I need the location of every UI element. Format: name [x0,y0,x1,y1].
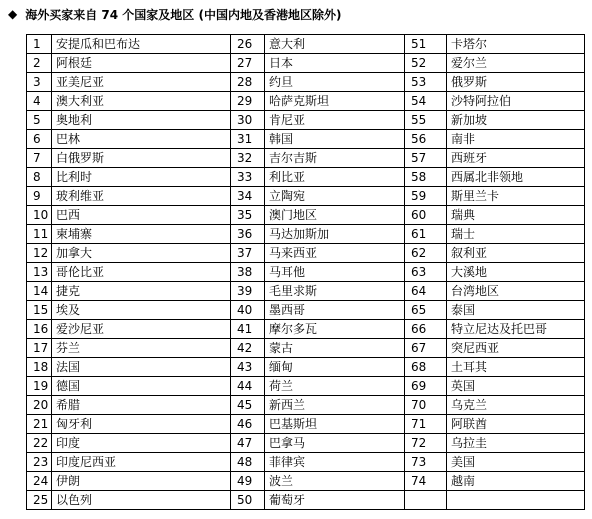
country-number: 62 [405,244,447,263]
country-name: 瑞士 [447,225,585,244]
country-name: 俄罗斯 [447,73,585,92]
table-row [27,377,585,396]
country-name: 摩尔多瓦 [265,320,405,339]
country-name: 阿根廷 [52,54,231,73]
country-number: 69 [405,377,447,396]
country-number: 42 [231,339,265,358]
country-name: 马达加斯加 [265,225,405,244]
country-number: 24 [27,472,52,491]
country-name: 哈萨克斯坦 [265,92,405,111]
table-row [27,282,585,301]
country-number: 20 [27,396,52,415]
table-row [27,434,585,453]
country-number: 74 [405,472,447,491]
country-name: 印度尼西亚 [52,453,231,472]
country-name: 越南 [447,472,585,491]
country-name: 爱沙尼亚 [52,320,231,339]
country-name: 德国 [52,377,231,396]
country-number: 5 [27,111,52,130]
country-name: 南非 [447,130,585,149]
country-number: 38 [231,263,265,282]
country-table [26,34,585,510]
country-number: 27 [231,54,265,73]
country-name: 乌克兰 [447,396,585,415]
country-name: 叙利亚 [447,244,585,263]
country-number: 67 [405,339,447,358]
country-name: 吉尔吉斯 [265,149,405,168]
country-number: 68 [405,358,447,377]
country-number: 3 [27,73,52,92]
country-name: 波兰 [265,472,405,491]
country-name: 玻利维亚 [52,187,231,206]
table-row [27,415,585,434]
country-number: 72 [405,434,447,453]
table-row [27,396,585,415]
country-name: 捷克 [52,282,231,301]
country-number: 44 [231,377,265,396]
country-number: 36 [231,225,265,244]
country-name: 西班牙 [447,149,585,168]
country-number: 28 [231,73,265,92]
country-name: 新加坡 [447,111,585,130]
country-name: 土耳其 [447,358,585,377]
country-number: 22 [27,434,52,453]
country-number: 65 [405,301,447,320]
table-row [27,130,585,149]
table-row [27,92,585,111]
country-name: 沙特阿拉伯 [447,92,585,111]
country-name: 亚美尼亚 [52,73,231,92]
country-number: 12 [27,244,52,263]
table-row [27,491,585,510]
country-name: 爱尔兰 [447,54,585,73]
country-name: 以色列 [52,491,231,510]
heading-text: 海外买家来自 74 个国家及地区 (中国内地及香港地区除外) [25,7,342,22]
country-name: 马耳他 [265,263,405,282]
country-number: 16 [27,320,52,339]
table-row [27,472,585,491]
country-number: 54 [405,92,447,111]
country-number: 10 [27,206,52,225]
country-number: 60 [405,206,447,225]
country-number: 39 [231,282,265,301]
country-number: 52 [405,54,447,73]
country-number: 58 [405,168,447,187]
country-number: 29 [231,92,265,111]
country-name: 卡塔尔 [447,35,585,54]
diamond-bullet-icon: ◆ [8,7,18,21]
country-name: 奥地利 [52,111,231,130]
country-number: 73 [405,453,447,472]
country-name: 巴林 [52,130,231,149]
country-number: 47 [231,434,265,453]
country-number: 25 [27,491,52,510]
country-number: 70 [405,396,447,415]
country-name: 台湾地区 [447,282,585,301]
country-name: 澳大利亚 [52,92,231,111]
country-name: 葡萄牙 [265,491,405,510]
table-row [27,301,585,320]
table-row [27,263,585,282]
country-name: 匈牙利 [52,415,231,434]
country-number: 32 [231,149,265,168]
country-number: 41 [231,320,265,339]
country-name: 巴西 [52,206,231,225]
country-name: 巴拿马 [265,434,405,453]
country-number: 45 [231,396,265,415]
country-number: 55 [405,111,447,130]
country-name: 法国 [52,358,231,377]
country-number: 19 [27,377,52,396]
country-name: 安提瓜和巴布达 [52,35,231,54]
country-name: 大溪地 [447,263,585,282]
country-number: 33 [231,168,265,187]
table-row [27,358,585,377]
country-number: 40 [231,301,265,320]
country-number: 26 [231,35,265,54]
country-name: 立陶宛 [265,187,405,206]
country-name: 希腊 [52,396,231,415]
country-number: 49 [231,472,265,491]
table-row [27,206,585,225]
country-name: 利比亚 [265,168,405,187]
table-row [27,35,585,54]
country-number: 37 [231,244,265,263]
country-name: 伊朗 [52,472,231,491]
country-name: 泰国 [447,301,585,320]
country-number: 59 [405,187,447,206]
country-name: 芬兰 [52,339,231,358]
country-name: 缅甸 [265,358,405,377]
country-name: 埃及 [52,301,231,320]
country-name: 约旦 [265,73,405,92]
country-number: 6 [27,130,52,149]
empty-cell [405,491,447,510]
country-name: 英国 [447,377,585,396]
country-number: 18 [27,358,52,377]
country-number: 9 [27,187,52,206]
country-number: 7 [27,149,52,168]
country-name: 美国 [447,453,585,472]
country-name: 印度 [52,434,231,453]
country-number: 2 [27,54,52,73]
country-name: 马来西亚 [265,244,405,263]
country-name: 日本 [265,54,405,73]
country-number: 64 [405,282,447,301]
country-number: 31 [231,130,265,149]
country-number: 30 [231,111,265,130]
country-name: 加拿大 [52,244,231,263]
country-name: 韩国 [265,130,405,149]
country-number: 15 [27,301,52,320]
country-number: 17 [27,339,52,358]
country-number: 46 [231,415,265,434]
country-number: 8 [27,168,52,187]
country-name: 比利时 [52,168,231,187]
country-number: 53 [405,73,447,92]
country-number: 21 [27,415,52,434]
country-name: 阿联酋 [447,415,585,434]
country-name: 荷兰 [265,377,405,396]
table-row [27,453,585,472]
country-name: 蒙古 [265,339,405,358]
country-name: 特立尼达及托巴哥 [447,320,585,339]
country-name: 墨西哥 [265,301,405,320]
table-row [27,320,585,339]
country-name: 西属北非领地 [447,168,585,187]
country-number: 1 [27,35,52,54]
page-heading [8,4,341,24]
country-number: 35 [231,206,265,225]
country-number: 57 [405,149,447,168]
country-number: 43 [231,358,265,377]
country-number: 61 [405,225,447,244]
table-row [27,73,585,92]
country-table-body [27,35,585,510]
table-row [27,187,585,206]
country-name: 毛里求斯 [265,282,405,301]
country-name: 突尼西亚 [447,339,585,358]
table-row [27,168,585,187]
country-number: 11 [27,225,52,244]
country-name: 乌拉圭 [447,434,585,453]
empty-cell [447,491,585,510]
country-name: 新西兰 [265,396,405,415]
country-name: 澳门地区 [265,206,405,225]
table-row [27,54,585,73]
table-row [27,339,585,358]
country-number: 34 [231,187,265,206]
country-number: 23 [27,453,52,472]
country-number: 66 [405,320,447,339]
country-name: 瑞典 [447,206,585,225]
country-number: 63 [405,263,447,282]
country-name: 肯尼亚 [265,111,405,130]
table-row [27,244,585,263]
country-number: 50 [231,491,265,510]
country-number: 48 [231,453,265,472]
country-name: 意大利 [265,35,405,54]
country-name: 菲律宾 [265,453,405,472]
country-number: 51 [405,35,447,54]
table-row [27,149,585,168]
country-name: 白俄罗斯 [52,149,231,168]
country-name: 哥伦比亚 [52,263,231,282]
country-name: 柬埔寨 [52,225,231,244]
table-row [27,225,585,244]
country-name: 斯里兰卡 [447,187,585,206]
country-number: 14 [27,282,52,301]
country-number: 56 [405,130,447,149]
country-number: 4 [27,92,52,111]
country-number: 13 [27,263,52,282]
country-name: 巴基斯坦 [265,415,405,434]
country-number: 71 [405,415,447,434]
table-row [27,111,585,130]
